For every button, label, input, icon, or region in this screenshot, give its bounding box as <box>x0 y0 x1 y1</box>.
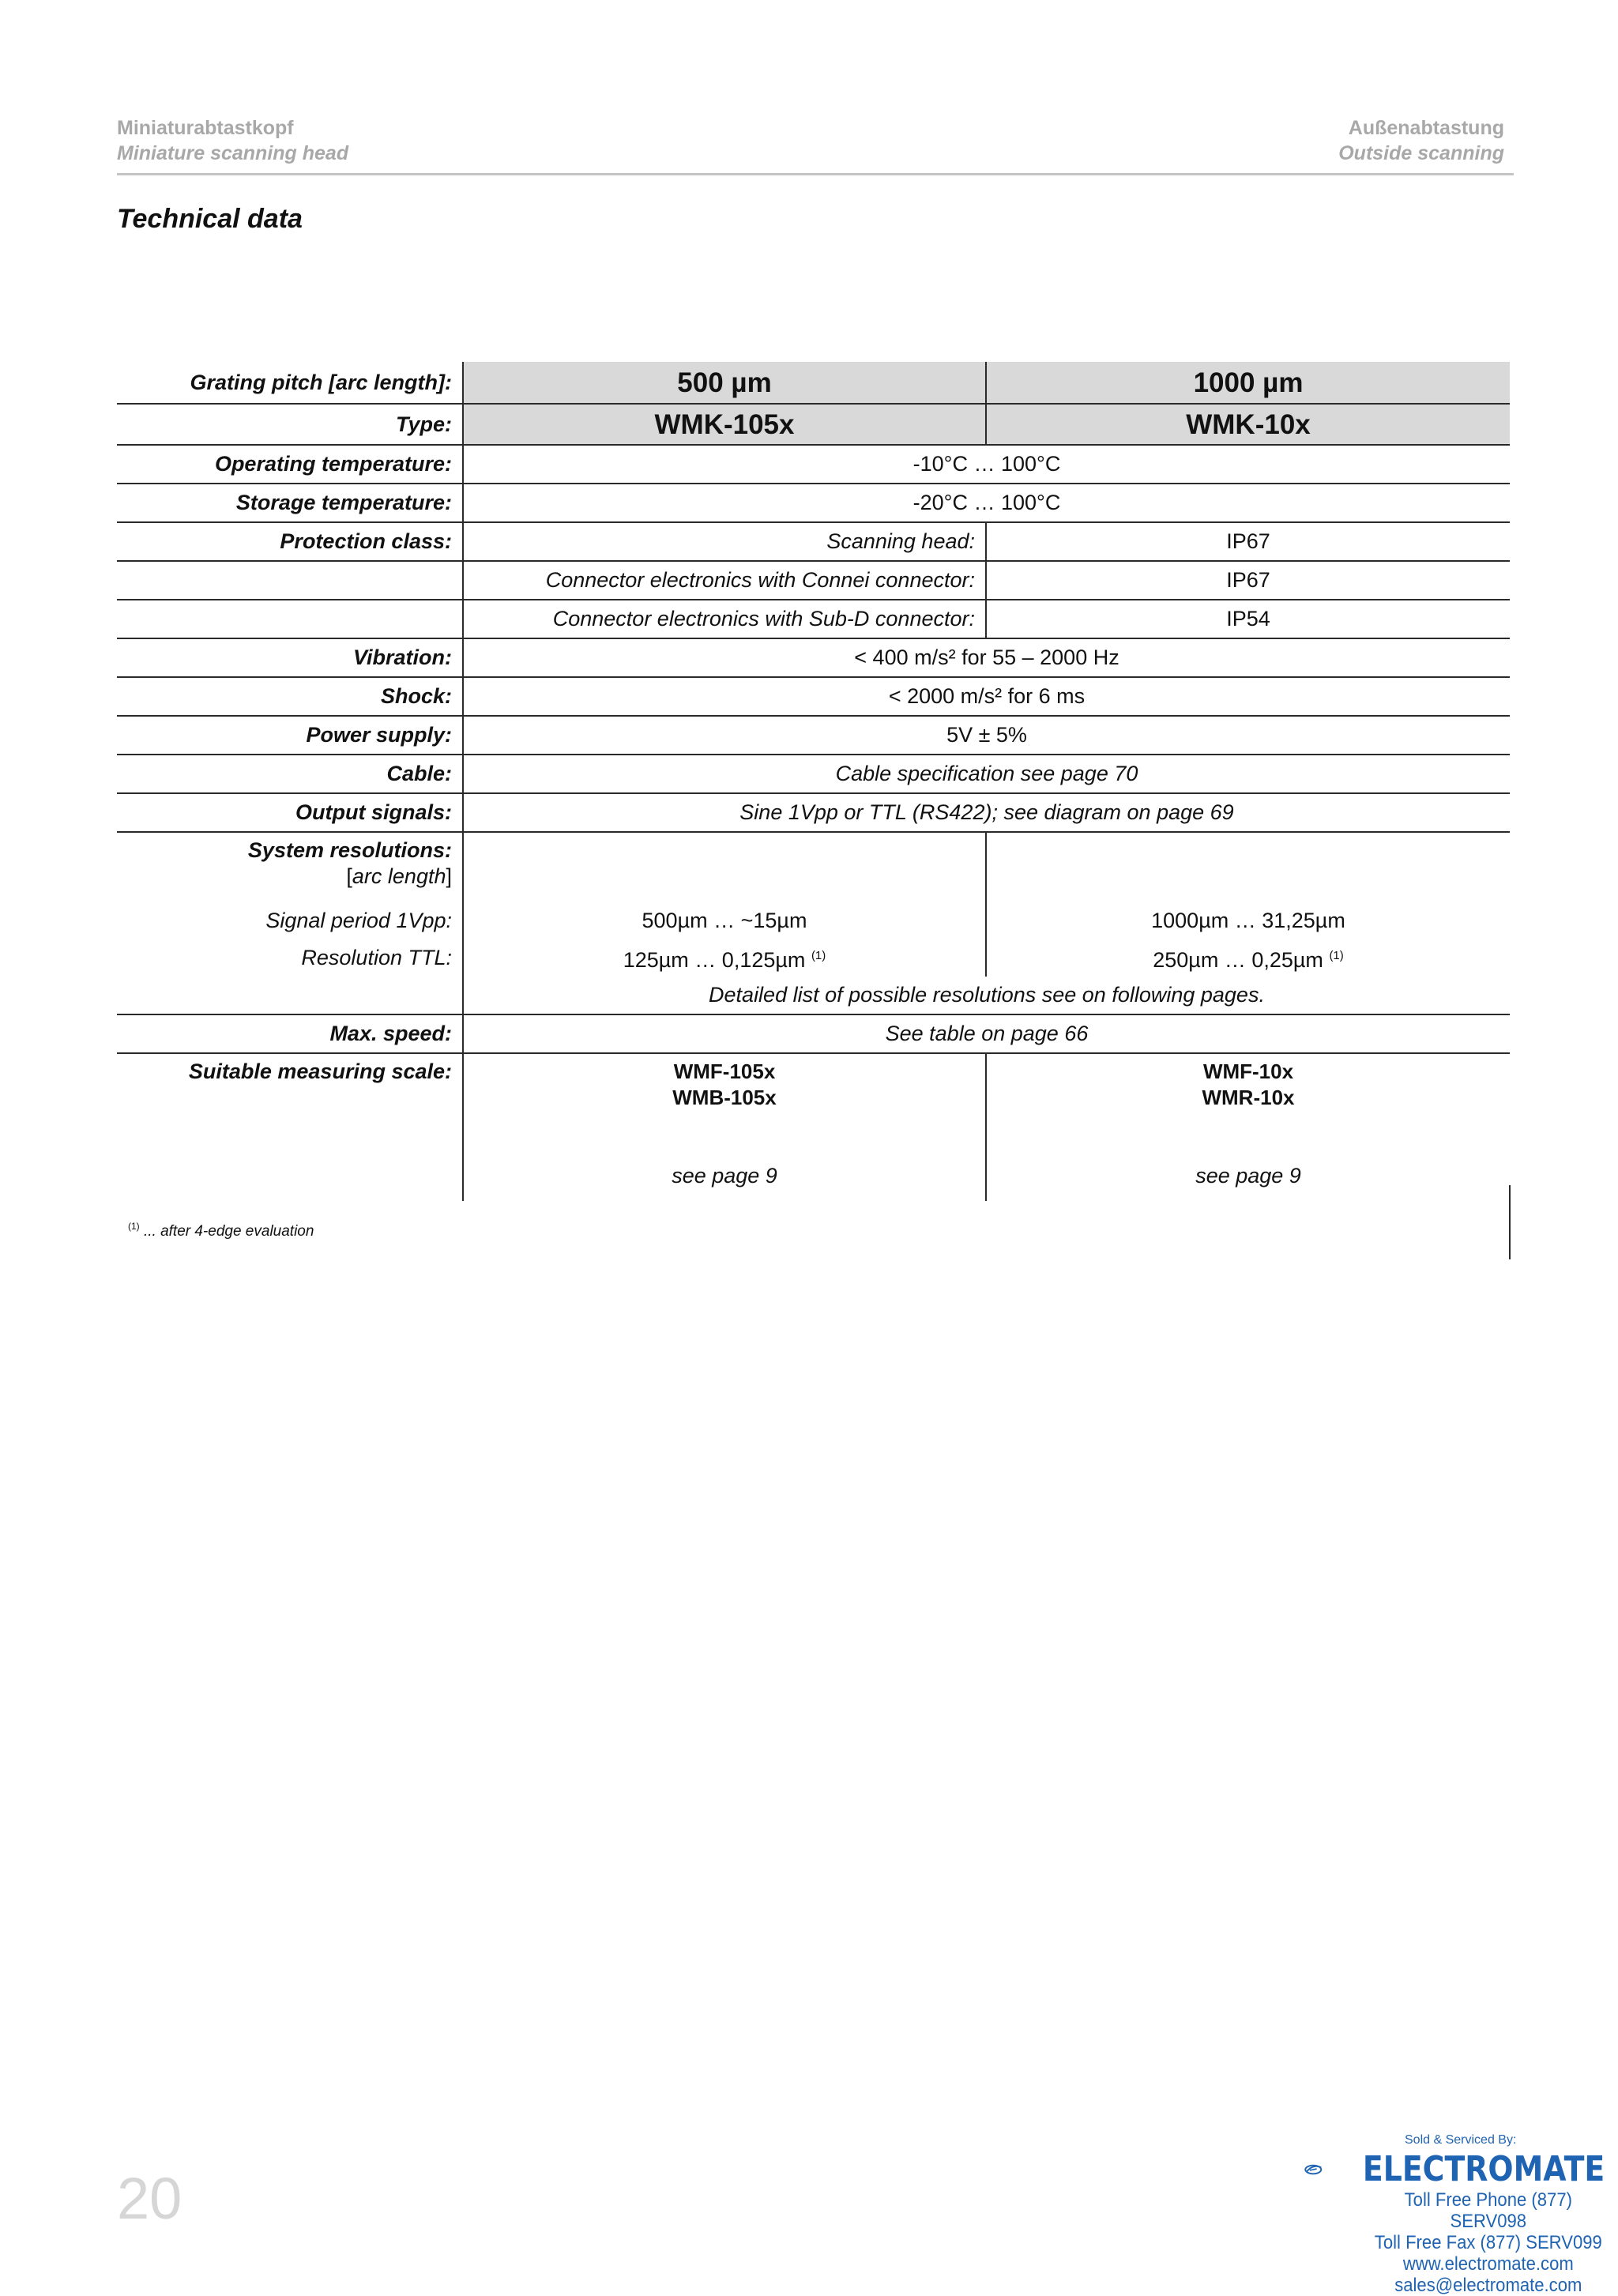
operating-temperature-value: -10°C … 100°C <box>463 445 1510 484</box>
table-row-grating-pitch <box>117 362 1510 404</box>
header-title-german: Miniaturabtastkopf <box>117 117 294 139</box>
shock-value: < 2000 m/s² for 6 ms <box>463 677 1510 716</box>
row-label-empty <box>117 600 463 638</box>
resolution-detail-note: Detailed list of possible resolutions see on following pages. <box>463 977 1510 1014</box>
row-label: Protection class: <box>117 522 463 561</box>
measuring-scale-col1 <box>463 1053 986 1201</box>
resolution-ttl-col2-text: 250µm … 0,25µm <box>1153 948 1323 972</box>
measuring-scale-col2 <box>986 1053 1510 1201</box>
row-label-empty <box>117 977 463 1014</box>
scale-col2-line2: WMR-10x <box>1202 1086 1295 1109</box>
table-row-measuring-scale <box>117 1053 1510 1201</box>
header-left <box>117 115 348 166</box>
row-label: Type: <box>117 404 463 445</box>
signal-period-col2: 1000µm … 31,25µm <box>986 902 1510 939</box>
footnote <box>128 1221 314 1240</box>
email-link[interactable]: sales@electromate.com <box>1394 2275 1582 2296</box>
header-category-english: Outside scanning <box>1338 142 1504 164</box>
resolution-ttl-col1-text: 125µm … 0,125µm <box>623 948 806 972</box>
header-right <box>1338 115 1504 166</box>
technical-data-table <box>117 362 1510 1201</box>
row-label: Shock: <box>117 677 463 716</box>
bracket-open: [ <box>346 864 352 888</box>
footnote-ref: (1) <box>1329 949 1344 962</box>
footnote-ref: (1) <box>811 949 826 962</box>
section-title: Technical data <box>117 204 303 234</box>
table-row-resolution-detail <box>117 977 1510 1014</box>
row-label: Max. speed: <box>117 1014 463 1053</box>
table-row-cable <box>117 755 1510 793</box>
row-label: Cable: <box>117 755 463 793</box>
system-resolutions-title: System resolutions: <box>247 838 452 862</box>
table-row-max-speed <box>117 1014 1510 1053</box>
distributor-brand <box>1304 2133 1605 2296</box>
electromate-swirl-icon <box>1304 2150 1323 2189</box>
protection-sub-label: Connector electronics with Connei connector: <box>463 561 986 600</box>
table-row-vibration <box>117 638 1510 677</box>
website-link[interactable]: www.electromate.com <box>1402 2253 1574 2275</box>
type-col2: WMK-10x <box>986 404 1510 445</box>
table-row-output-signals <box>117 793 1510 832</box>
row-label: Operating temperature: <box>117 445 463 484</box>
table-row-power-supply <box>117 716 1510 755</box>
protection-value: IP67 <box>986 522 1510 561</box>
sublabel-text: arc length <box>352 864 446 888</box>
table-right-extension-rule <box>1509 1185 1511 1259</box>
max-speed-value: See table on page 66 <box>463 1014 1510 1053</box>
footnote-mark: (1) <box>128 1221 140 1232</box>
sold-by-label: Sold & Serviced By: <box>1405 2133 1517 2147</box>
system-resolutions-col1-empty <box>463 832 986 902</box>
table-row-protection-scanning-head <box>117 522 1510 561</box>
header-divider <box>117 173 1514 175</box>
header-title-english: Miniature scanning head <box>117 142 349 164</box>
scale-col1-line2: WMB-105x <box>672 1086 777 1109</box>
signal-period-col1: 500µm … ~15µm <box>463 902 986 939</box>
storage-temperature-value: -20°C … 100°C <box>463 484 1510 522</box>
table-row-storage-temperature <box>117 484 1510 522</box>
cable-value: Cable specification see page 70 <box>463 755 1510 793</box>
row-label: Vibration: <box>117 638 463 677</box>
row-label-empty <box>117 561 463 600</box>
toll-free-fax: Toll Free Fax (877) SERV099 <box>1374 2232 1602 2253</box>
resolution-ttl-label: Resolution TTL: <box>301 946 452 969</box>
protection-sub-label: Scanning head: <box>463 522 986 561</box>
row-label: Suitable measuring scale: <box>188 1060 452 1083</box>
table-row-signal-period <box>117 902 1510 939</box>
scale-col2-ref: see page 9 <box>1195 1164 1301 1188</box>
bracket-close: ] <box>446 864 452 888</box>
output-signals-value: Sine 1Vpp or TTL (RS422); see diagram on page 69 <box>463 793 1510 832</box>
system-resolutions-col2-empty <box>986 832 1510 902</box>
table-row-type <box>117 404 1510 445</box>
table-row-resolution-ttl <box>117 939 1510 977</box>
row-label: Power supply: <box>117 716 463 755</box>
table-row-protection-subd <box>117 600 1510 638</box>
scale-col1-ref: see page 9 <box>672 1164 777 1188</box>
toll-free-phone: Toll Free Phone (877) SERV098 <box>1404 2189 1572 2232</box>
resolution-ttl-col2 <box>986 939 1510 977</box>
system-resolutions-sublabel <box>127 864 452 890</box>
row-label: Output signals: <box>117 793 463 832</box>
grating-pitch-col2: 1000 µm <box>986 362 1510 404</box>
scale-col1-line1: WMF-105x <box>673 1060 776 1083</box>
type-col1: WMK-105x <box>463 404 986 445</box>
row-label: Storage temperature: <box>117 484 463 522</box>
resolution-ttl-col1 <box>463 939 986 977</box>
protection-value: IP54 <box>986 600 1510 638</box>
table-row-protection-connei <box>117 561 1510 600</box>
system-resolutions-label <box>117 832 463 902</box>
power-supply-value: 5V ± 5% <box>463 716 1510 755</box>
vibration-value: < 400 m/s² for 55 – 2000 Hz <box>463 638 1510 677</box>
table-row-operating-temperature <box>117 445 1510 484</box>
protection-value: IP67 <box>986 561 1510 600</box>
brand-name: ELECTROMATE <box>1362 2149 1605 2189</box>
header-category-german: Außenabtastung <box>1348 117 1504 139</box>
scale-col2-line1: WMF-10x <box>1202 1060 1294 1083</box>
signal-period-label: Signal period 1Vpp: <box>265 909 452 932</box>
brand-logo-row <box>1304 2149 1605 2189</box>
page-number: 20 <box>117 2166 182 2231</box>
table-row-shock <box>117 677 1510 716</box>
grating-pitch-col1: 500 µm <box>463 362 986 404</box>
brand-contact <box>1328 2189 1605 2296</box>
row-label: Grating pitch [arc length]: <box>117 362 463 404</box>
table-row-system-resolutions <box>117 832 1510 902</box>
protection-sub-label: Connector electronics with Sub-D connector: <box>463 600 986 638</box>
footnote-text: ... after 4-edge evaluation <box>139 1223 314 1240</box>
